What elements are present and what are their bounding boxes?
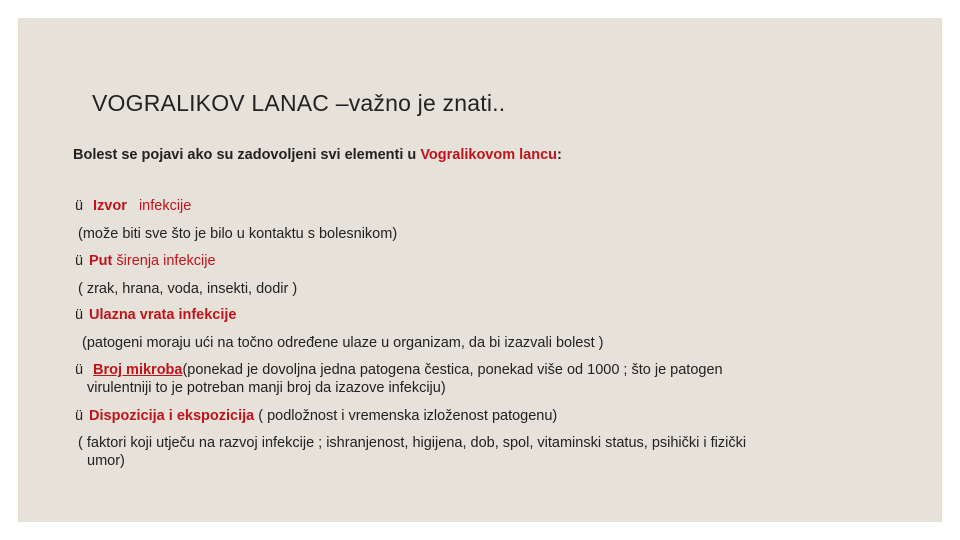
item-highlight: Ulazna vrata infekcije — [89, 307, 237, 323]
check-icon: ü — [75, 362, 84, 378]
list-item — [75, 306, 237, 324]
intro-highlight: Vogralikovom lancu — [420, 147, 558, 163]
item-highlight: Broj mikroba — [93, 362, 183, 378]
list-item — [75, 252, 216, 270]
check-icon: ü — [75, 408, 84, 424]
item-detail: ( zrak, hrana, voda, insekti, dodir ) — [78, 281, 298, 297]
check-icon: ü — [75, 198, 84, 214]
item-highlight: Izvor — [93, 198, 127, 214]
item-detail: ( faktori koji utječu na razvoj infekcije ; ishranjenost, higijena, dob, spol, vitaminski status, psihički i fizički — [78, 435, 747, 451]
list-item — [75, 407, 557, 425]
check-icon: ü — [75, 253, 84, 269]
item-text: infekcije — [126, 198, 192, 214]
item-text-continued: virulentniji to je potreban manji broj da izazove infekciju) — [87, 380, 446, 396]
item-detail: (patogeni moraju ući na točno određene ulaze u organizam, da bi izazvali bolest ) — [82, 335, 604, 351]
list-item — [75, 197, 191, 215]
list-item — [75, 361, 723, 379]
item-detail-continued: umor) — [87, 453, 125, 469]
item-text: (ponekad je dovoljna jedna patogena čestica, ponekad više od 1000 ; što je patogen — [182, 362, 723, 378]
item-text: širenja infekcije — [112, 253, 216, 269]
intro-text — [73, 146, 562, 164]
slide-title: VOGRALIKOV LANAC –važno je znati.. — [92, 90, 506, 116]
item-highlight: Put — [89, 253, 113, 269]
item-detail: (može biti sve što je bilo u kontaktu s bolesnikom) — [78, 226, 398, 242]
item-highlight: Dispozicija i ekspozicija — [89, 408, 255, 424]
intro-suffix: : — [557, 147, 562, 163]
item-text: ( podložnost i vremenska izloženost patogenu) — [254, 408, 558, 424]
check-icon: ü — [75, 307, 84, 323]
intro-prefix: Bolest se pojavi ako su zadovoljeni svi elementi u — [73, 147, 421, 163]
